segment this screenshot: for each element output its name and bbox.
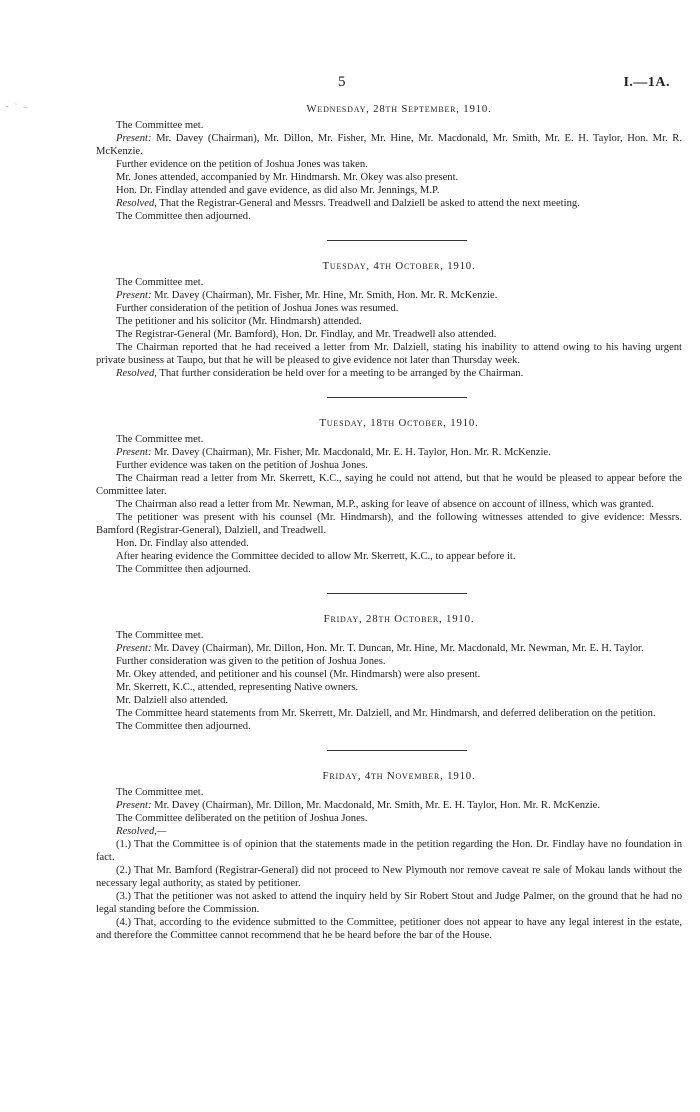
minutes-paragraph [96, 302, 682, 315]
paragraph-text: The Committee met. [116, 434, 204, 445]
paragraph-text: The Registrar-General (Mr. Bamford), Hon. Dr. Findlay, and Mr. Treadwell also attended. [116, 329, 497, 340]
minutes-paragraph [96, 171, 682, 184]
paragraph-label: Present: [116, 133, 152, 144]
paragraph-text: (1.) That the Committee is of opinion that the statements made in the petition regarding the Hon. Dr. Findlay have no foundation in fact. [96, 839, 682, 863]
paragraph-text: That further consideration be held over for a meeting to be arranged by the Chairman. [156, 368, 524, 379]
paragraph-text: Mr. Davey (Chairman), Mr. Fisher, Mr. Hine, Mr. Smith, Hon. Mr. R. McKenzie. [151, 290, 498, 301]
minutes-paragraph [96, 289, 682, 302]
minutes-paragraph [96, 315, 682, 328]
minutes-paragraph [96, 184, 682, 197]
paragraph-text: Mr. Okey attended, and petitioner and his counsel (Mr. Hindmarsh) were also present. [116, 669, 481, 680]
paragraph-text: The petitioner and his solicitor (Mr. Hindmarsh) attended. [116, 316, 362, 327]
paragraph-text: The Committee then adjourned. [116, 564, 251, 575]
minutes-paragraph [96, 210, 682, 223]
minutes-paragraph [96, 537, 682, 550]
minutes-paragraph [96, 838, 682, 864]
minutes-paragraph [96, 655, 682, 668]
minutes-paragraph [96, 707, 682, 720]
paragraph-text: (2.) That Mr. Bamford (Registrar-General) did not proceed to New Plymouth nor remove caveat re sale of Mokau lands without the necessary legal authority, as stated by petitioner. [96, 865, 682, 889]
minutes-paragraph [96, 433, 682, 446]
paragraph-text: Further evidence on the petition of Joshua Jones was taken. [116, 159, 368, 170]
minutes-paragraph [96, 197, 682, 210]
meeting-date-heading: Friday, 28th October, 1910. [323, 613, 475, 625]
paragraph-label: Present: [116, 643, 152, 654]
minutes-paragraph [96, 642, 682, 655]
paragraph-text: Mr. Skerrett, K.C., attended, representing Native owners. [116, 682, 359, 693]
paragraph-text: The Chairman reported that he had received a letter from Mr. Dalziell, stating his inability to attend owing to his having urgent private business at Taupo, but that he will be pleased to give evidence not later than Thursday week. [96, 342, 682, 366]
minutes-paragraph [96, 341, 682, 367]
minutes-paragraph [96, 446, 682, 459]
paragraph-text: The Committee deliberated on the petition of Joshua Jones. [116, 813, 368, 824]
meeting-date-heading: Wednesday, 28th September, 1910. [306, 103, 492, 115]
section-divider [327, 240, 467, 241]
paragraph-text: The Committee met. [116, 120, 204, 131]
minutes-paragraph [96, 890, 682, 916]
paragraph-text: Mr. Davey (Chairman), Mr. Dillon, Hon. Mr. T. Duncan, Mr. Hine, Mr. Macdonald, Mr. Newman, Mr. E. H. Taylor. [151, 643, 644, 654]
paragraph-text: The petitioner was present with his counsel (Mr. Hindmarsh), and the following witnesses attended to give evidence: Messrs. Bamford (Registrar-General), Dalziell, and Treadwell. [96, 512, 682, 536]
meeting-date-heading: Tuesday, 18th October, 1910. [319, 417, 479, 429]
minutes-section [96, 417, 682, 576]
paragraph-text: After hearing evidence the Committee decided to allow Mr. Skerrett, K.C., to appear before it. [116, 551, 516, 562]
paragraph-text: The Committee heard statements from Mr. Skerrett, Mr. Dalziell, and Mr. Hindmarsh, and deferred deliberation on the petition. [116, 708, 656, 719]
minutes-paragraph [96, 694, 682, 707]
page-content [96, 103, 682, 942]
paragraph-text: Mr. Davey (Chairman), Mr. Dillon, Mr. Fisher, Mr. Hine, Mr. Macdonald, Mr. Smith, Mr. E. H. Taylor, Hon. Mr. R. McKenzie. [96, 133, 682, 157]
minutes-paragraph [96, 799, 682, 812]
scan-edge-mark: - ˙ ‒ [6, 102, 30, 111]
page-reference: I.—1A. [623, 75, 670, 90]
section-divider [327, 397, 467, 398]
minutes-paragraph [96, 498, 682, 511]
paragraph-label: Resolved,— [116, 826, 167, 837]
minutes-paragraph [96, 367, 682, 380]
minutes-section [96, 260, 682, 380]
minutes-paragraph [96, 812, 682, 825]
paragraph-text: The Chairman read a letter from Mr. Skerrett, K.C., saying he could not attend, but that he would be pleased to appear before the Committee later. [96, 473, 682, 497]
paragraph-text: Mr. Davey (Chairman), Mr. Dillon, Mr. Macdonald, Mr. Smith, Mr. E. H. Taylor, Hon. Mr. R. McKenzie. [151, 800, 601, 811]
minutes-paragraph [96, 864, 682, 890]
paragraph-text: Mr. Dalziell also attended. [116, 695, 229, 706]
paragraph-label: Resolved, [116, 198, 157, 209]
page-number: 5 [338, 74, 346, 90]
section-divider [327, 750, 467, 751]
section-divider [327, 593, 467, 594]
minutes-paragraph [96, 825, 682, 838]
paragraph-text: Hon. Dr. Findlay attended and gave evidence, as did also Mr. Jennings, M.P. [116, 185, 440, 196]
paragraph-text: Mr. Davey (Chairman), Mr. Fisher, Mr. Macdonald, Mr. E. H. Taylor, Hon. Mr. R. McKenzie. [151, 447, 551, 458]
paragraph-label: Present: [116, 290, 152, 301]
minutes-paragraph [96, 563, 682, 576]
paragraph-text: The Chairman also read a letter from Mr. Newman, M.P., asking for leave of absence on account of illness, which was granted. [116, 499, 654, 510]
minutes-paragraph [96, 276, 682, 289]
minutes-section [96, 770, 682, 942]
minutes-paragraph [96, 511, 682, 537]
paragraph-text: The Committee met. [116, 787, 204, 798]
minutes-paragraph [96, 668, 682, 681]
meeting-date-heading: Tuesday, 4th October, 1910. [322, 260, 476, 272]
minutes-paragraph [96, 132, 682, 158]
paragraph-text: The Committee then adjourned. [116, 211, 251, 222]
paragraph-text: Further evidence was taken on the petition of Joshua Jones. [116, 460, 368, 471]
minutes-paragraph [96, 629, 682, 642]
paragraph-text: That the Registrar-General and Messrs. Treadwell and Dalziell be asked to attend the next meeting. [156, 198, 580, 209]
minutes-paragraph [96, 916, 682, 942]
paragraph-label: Present: [116, 800, 152, 811]
paragraph-label: Present: [116, 447, 152, 458]
minutes-section [96, 613, 682, 733]
paragraph-text: The Committee met. [116, 277, 204, 288]
meeting-date-heading: Friday, 4th November, 1910. [322, 770, 476, 782]
minutes-paragraph [96, 681, 682, 694]
minutes-paragraph [96, 119, 682, 132]
minutes-paragraph [96, 786, 682, 799]
paragraph-text: Hon. Dr. Findlay also attended. [116, 538, 249, 549]
minutes-paragraph [96, 720, 682, 733]
paragraph-text: (4.) That, according to the evidence submitted to the Committee, petitioner does not appear to have any legal interest in the estate, and therefore the Committee cannot recommend that he be heard before the bar of the House. [96, 917, 682, 941]
paragraph-text: Further consideration of the petition of Joshua Jones was resumed. [116, 303, 399, 314]
paragraph-text: Mr. Jones attended, accompanied by Mr. Hindmarsh. Mr. Okey was also present. [116, 172, 459, 183]
paragraph-text: The Committee met. [116, 630, 204, 641]
paragraph-label: Resolved, [116, 368, 157, 379]
minutes-paragraph [96, 472, 682, 498]
minutes-paragraph [96, 158, 682, 171]
paragraph-text: Further consideration was given to the petition of Joshua Jones. [116, 656, 386, 667]
minutes-section [96, 103, 682, 223]
paragraph-text: (3.) That the petitioner was not asked to attend the inquiry held by Sir Robert Stout and Judge Palmer, on the ground that he had no legal standing before the Commission. [96, 891, 682, 915]
minutes-paragraph [96, 550, 682, 563]
paragraph-text: The Committee then adjourned. [116, 721, 251, 732]
minutes-paragraph [96, 328, 682, 341]
minutes-paragraph [96, 459, 682, 472]
